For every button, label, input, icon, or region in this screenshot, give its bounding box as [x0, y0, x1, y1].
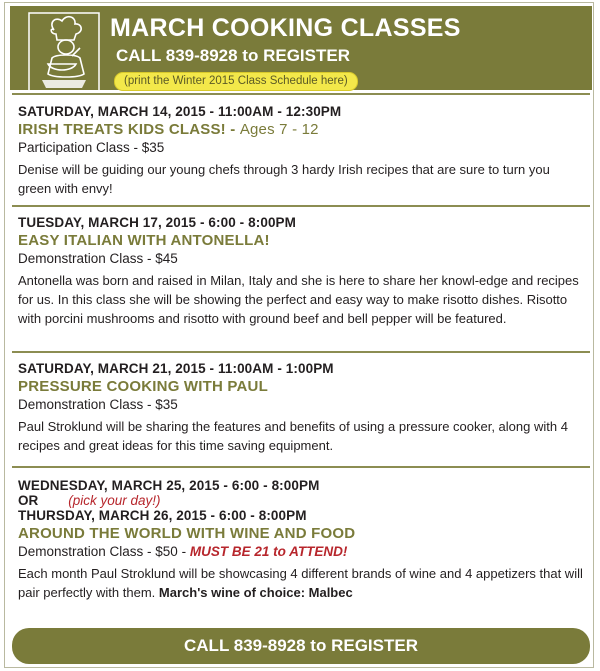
class-date-alt: THURSDAY, MARCH 26, 2015 - 6:00 - 8:00PM [18, 508, 307, 523]
divider [12, 466, 590, 468]
divider [12, 351, 590, 353]
class-type: Demonstration Class - $50 - MUST BE 21 to ATTEND! [18, 544, 348, 559]
pick-day-note: (pick your day!) [68, 493, 161, 508]
age-warning: MUST BE 21 to ATTEND! [189, 544, 348, 559]
divider [12, 205, 590, 207]
or-pick-day: OR (pick your day!) [18, 493, 161, 508]
class-date: TUESDAY, MARCH 17, 2015 - 6:00 - 8:00PM [18, 215, 296, 230]
header-banner [10, 6, 592, 90]
class-description: Paul Stroklund will be sharing the features and benefits of using a pressure cooker, along with 4 recipes and great ideas for this time saving equipment. [18, 419, 568, 453]
class-description: Each month Paul Stroklund will be showcasing 4 different brands of wine and 4 appetizers that will pair perfectly with them. March's wine of choice: Malbec [18, 566, 583, 600]
class-title: EASY ITALIAN WITH ANTONELLA! [18, 232, 270, 249]
register-call-button[interactable]: CALL 839-8928 to REGISTER [12, 628, 590, 664]
print-schedule-link[interactable]: (print the Winter 2015 Class Schedule here) [114, 72, 358, 91]
class-title: AROUND THE WORLD WITH WINE AND FOOD [18, 525, 356, 542]
class-pressure-cooking [18, 361, 586, 455]
class-irish-treats [18, 104, 586, 198]
class-description: Antonella was born and raised in Milan, Italy and she is here to share her knowl-edge and recipes for us. In this class she will be showing the perfect and easy way to make risotto dishes. Risotto with porcini mushrooms and risotto with ground beef and bell pepper will be featured. [18, 273, 579, 326]
class-easy-italian [18, 215, 586, 328]
class-title: IRISH TREATS KIDS CLASS! - Ages 7 - 12 [18, 121, 319, 138]
divider [12, 93, 590, 95]
class-title: PRESSURE COOKING WITH PAUL [18, 378, 268, 395]
class-date: SATURDAY, MARCH 14, 2015 - 11:00AM - 12:30PM [18, 104, 342, 119]
class-date: SATURDAY, MARCH 21, 2015 - 11:00AM - 1:00PM [18, 361, 334, 376]
header-phone: CALL 839-8928 to REGISTER [116, 46, 350, 65]
class-type: Demonstration Class - $45 [18, 251, 178, 266]
class-wine-and-food [18, 478, 586, 602]
class-date: WEDNESDAY, MARCH 25, 2015 - 6:00 - 8:00PM [18, 478, 320, 493]
chef-logo-icon [28, 12, 100, 92]
class-ages: Ages 7 - 12 [239, 121, 319, 138]
class-type: Demonstration Class - $35 [18, 397, 178, 412]
class-description: Denise will be guiding our young chefs through 3 hardy Irish recipes that are sure to turn you green with envy! [18, 162, 550, 196]
page-title: MARCH COOKING CLASSES [110, 14, 461, 42]
wine-of-month: March's wine of choice: Malbec [158, 585, 353, 600]
class-type: Participation Class - $35 [18, 140, 165, 155]
